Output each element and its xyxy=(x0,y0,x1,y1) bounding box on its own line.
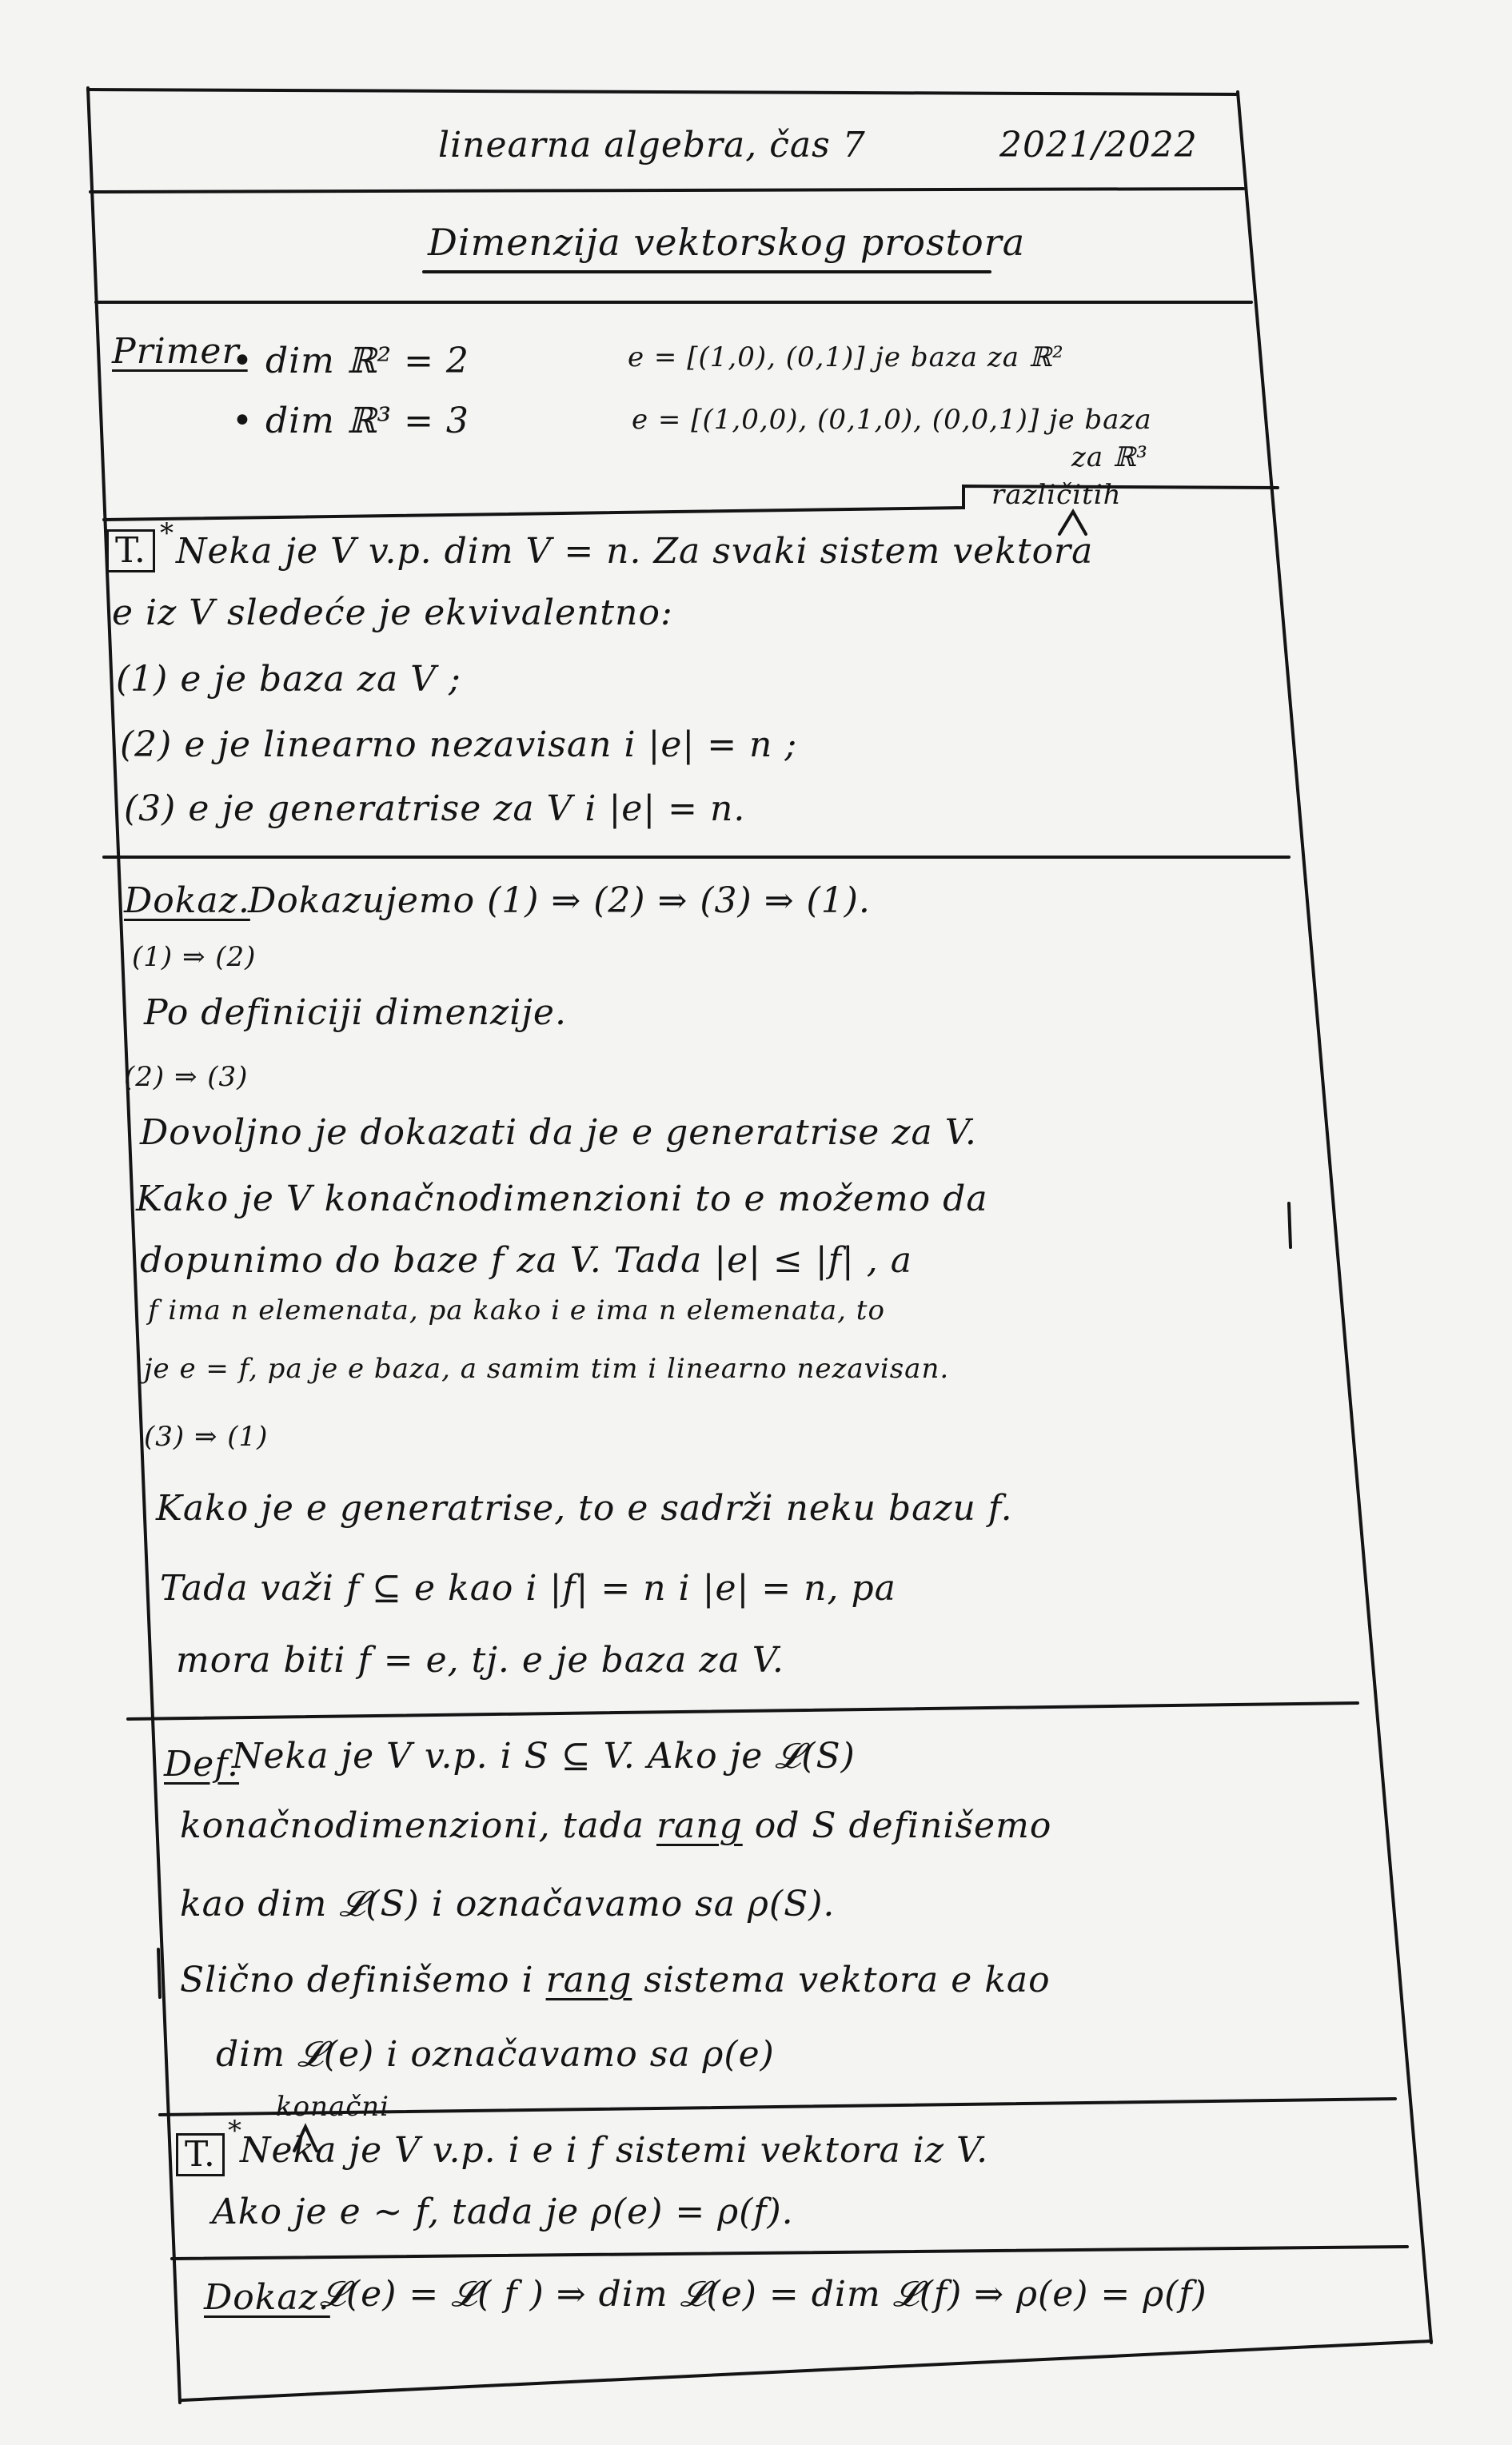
school-year: 2021/2022 xyxy=(999,125,1198,166)
proof2-line1: 𝓛(e) = 𝓛( f ) ⇒ dim 𝓛(e) = dim 𝓛(f) ⇒ ρ(e) = ρ(f) xyxy=(320,2274,1207,2315)
proof1-step2-line1: Dovoljno je dokazati da je e generatrise za V. xyxy=(140,1112,977,1153)
margin-stroke xyxy=(1289,1203,1291,1247)
rang-term-2: rang xyxy=(545,1960,632,2000)
definition-line4-b: sistema vektora e kao xyxy=(632,1960,1051,2000)
proof1-step3-line3: mora biti f = e, tj. e je baza za V. xyxy=(176,1640,784,1681)
definition-line5: dim 𝓛(e) i označavamo sa ρ(e) xyxy=(216,2034,775,2075)
proof1-step1-body: Po definiciji dimenzije. xyxy=(144,992,567,1033)
theorem1-line2: e iz V sledeće je ekvivalentno: xyxy=(112,592,673,633)
course-title: linearna algebra, čas 7 xyxy=(438,125,866,166)
right-border xyxy=(1238,92,1431,2343)
separator-title xyxy=(90,189,1243,192)
definition-line3: kao dim 𝓛(S) i označavamo sa ρ(S). xyxy=(180,1884,836,1924)
theorem1-item3: (3) e je generatrise za V i |e| = n. xyxy=(124,788,746,829)
example-label: Primer. xyxy=(112,331,248,372)
rang-term: rang xyxy=(656,1805,743,1846)
proof1-step3-head: (3) ⇒ (1) xyxy=(144,1421,269,1453)
theorem1-item2: (2) e je linearno nezavisan i |e| = n ; xyxy=(120,724,798,765)
proof1-step2-head: (2) ⇒ (3) xyxy=(124,1061,249,1093)
theorem1-label: T. xyxy=(106,529,155,572)
proof1-step3-line2: Tada važi f ⊆ e kao i |f| = n i |e| = n, pa xyxy=(160,1568,896,1609)
definition-line2 xyxy=(180,1805,1052,1846)
example-line2-left: • dim ℝ³ = 3 xyxy=(232,401,469,441)
theorem2-line2: Ako je e ~ f, tada je ρ(e) = ρ(f). xyxy=(212,2192,794,2232)
example-line2-right: e = [(1,0,0), (0,1,0), (0,0,1)] je baza xyxy=(632,404,1152,436)
proof2-label: Dokaz. xyxy=(204,2277,330,2318)
separator-definition xyxy=(128,1703,1358,1719)
margin-stroke-left xyxy=(158,1949,160,1997)
definition-label: Def. xyxy=(164,1744,240,1785)
definition-line2-a: konačnodimenzioni, tada xyxy=(180,1805,656,1846)
theorem2-line1: Neka je V v.p. i e i f sistemi vektora iz V. xyxy=(240,2130,989,2171)
proof1-step2-line4: f ima n elemenata, pa kako i e ima n elemenata, to xyxy=(148,1294,885,1326)
proof1-step2-line2: Kako je V konačnodimenzioni to e možemo da xyxy=(136,1179,988,1219)
definition-line4-a: Slično definišemo i xyxy=(180,1960,546,2000)
proof1-line1: Dokazujemo (1) ⇒ (2) ⇒ (3) ⇒ (1). xyxy=(248,880,871,921)
proof1-step2-line5: je e = f, pa je e baza, a samim tim i linearno nezavisan. xyxy=(144,1353,950,1385)
proof1-label: Dokaz. xyxy=(124,880,250,921)
proof1-step1-head: (1) ⇒ (2) xyxy=(132,941,257,973)
bottom-border xyxy=(182,2341,1431,2400)
theorem1-star: * xyxy=(160,517,174,549)
proof1-step2-line3: dopunimo do baze f za V. Tada |e| ≤ |f| , a xyxy=(140,1240,912,1281)
example-line1-right: e = [(1,0), (0,1)] je baza za ℝ² xyxy=(628,341,1064,373)
example-line1-left: • dim ℝ² = 2 xyxy=(232,341,469,381)
theorem1-line1: Neka je V v.p. dim V = n. Za svaki sistem vektora xyxy=(176,531,1094,572)
theorem2-insert: konačni xyxy=(276,2091,390,2123)
top-border xyxy=(88,90,1238,94)
page-topic: Dimenzija vektorskog prostora xyxy=(428,221,1026,264)
proof1-step3-line1: Kako je e generatrise, to e sadrži neku bazu f. xyxy=(156,1488,1013,1529)
theorem1-item1: (1) e je baza za V ; xyxy=(116,659,461,700)
definition-line1: Neka je V v.p. i S ⊆ V. Ako je 𝓛(S) xyxy=(232,1736,856,1777)
definition-line2-b: od S definišemo xyxy=(742,1805,1052,1846)
theorem1-insert: različitih xyxy=(991,479,1122,511)
theorem2-label: T. xyxy=(176,2133,225,2176)
separator-proof2 xyxy=(172,2247,1407,2259)
example-line2-right-cont: za ℝ³ xyxy=(1071,441,1148,473)
theorem2-star: * xyxy=(228,2115,242,2147)
definition-line4 xyxy=(180,1960,1051,2000)
